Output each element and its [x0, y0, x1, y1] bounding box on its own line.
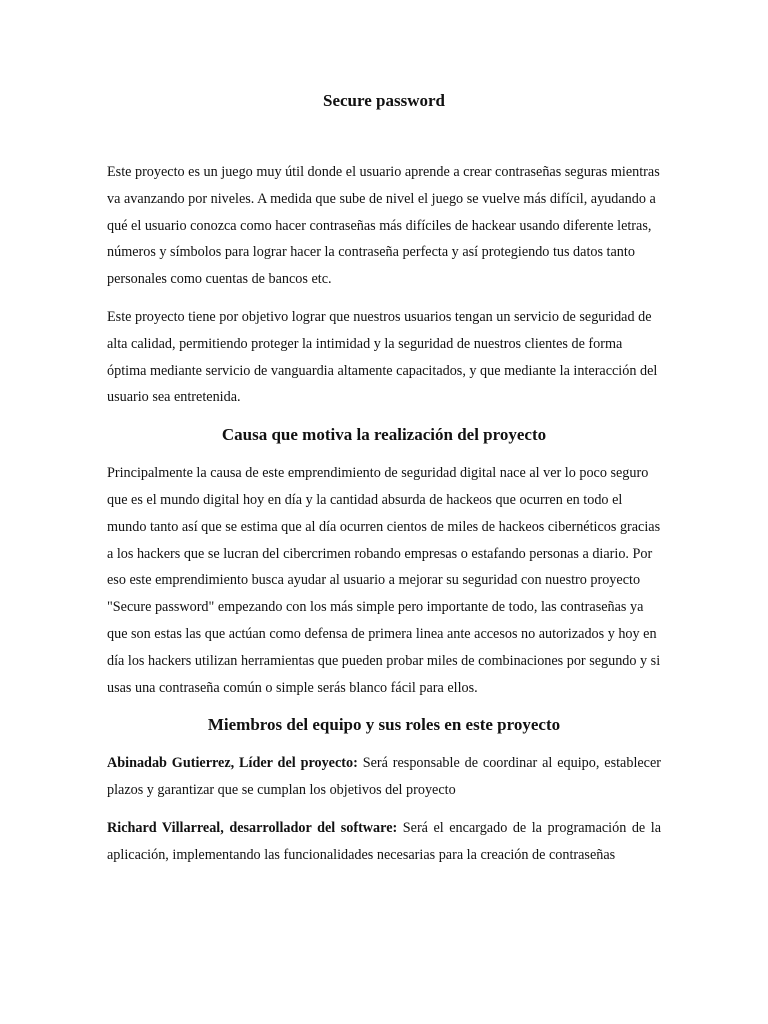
- member-paragraph-2: [107, 815, 661, 869]
- team-heading: Miembros del equipo y sus roles en este proyecto: [207, 715, 561, 735]
- member-description: Será el encargado de la programación de la aplicación, implementando las funcionalidades necesarias para la creación de contraseñas: [107, 819, 661, 863]
- cause-paragraph: Principalmente la causa de este emprendimiento de seguridad digital nace al ver lo poco seguro que es el mundo digital hoy en día y la cantidad absurda de hackeos que ocurren en todo el mundo tanto así que se estima que al día ocurren cientos de miles de hackeos cibernéticos gracias a los hackers que se lucran del cibercrimen robando empresas o estafando personas a diario. Por eso este emprendimiento busca ayudar al usuario a mejorar su seguridad con nuestro proyecto "Secure password" empezando con los más simple pero importante de todo, las contraseñas ya que son estas las que actúan como defensa de primera linea ante accesos no autorizados y hoy en día los hackers utilizan herramientas que pueden probar miles de combinaciones por segundo y si usas una contraseña común o simple serás blanco fácil para ellos.: [107, 465, 661, 696]
- intro-paragraph-2: Este proyecto tiene por objetivo lograr que nuestros usuarios tengan un servicio de seguridad de alta calidad, permitiendo proteger la intimidad y la seguridad de nuestros clientes de forma óptima mediante servicio de vanguardia altamente capacitados, y que mediante la interacción del usuario sea entretenida.: [107, 308, 658, 406]
- cause-heading: Causa que motiva la realización del proyecto: [221, 425, 547, 445]
- intro-paragraph-1: Este proyecto es un juego muy útil donde el usuario aprende a crear contraseñas seguras mientras va avanzando por niveles. A medida que sube de nivel el juego se vuelve más difícil, ayudando a qué el usuario conozca como hacer contraseñas más difíciles de hackear usando diferente letras, números y símbolos para lograr hacer la contraseña perfecta y así protegiendo tus datos tanto personales como cuentas de bancos etc.: [107, 164, 660, 288]
- document-title: Secure password: [323, 91, 445, 110]
- member-name-role: Richard Villarreal, desarrollador del software:: [107, 819, 398, 836]
- member-paragraph-1: [107, 750, 661, 804]
- member-description: Será responsable de coordinar al equipo, establecer plazos y garantizar que se cumplan los objetivos del proyecto: [107, 755, 661, 799]
- member-name-role: Abinadab Gutierrez, Líder del proyecto:: [107, 755, 358, 772]
- document-page: [107, 88, 661, 880]
